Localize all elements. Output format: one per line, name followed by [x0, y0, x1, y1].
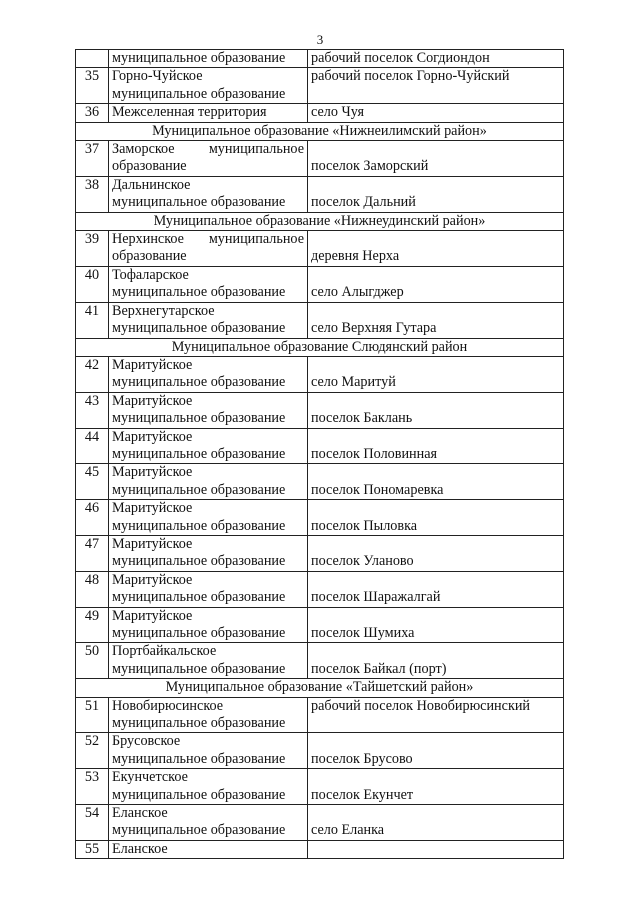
- row-number: 49: [76, 607, 109, 643]
- settlement-name: [308, 840, 564, 858]
- row-number: 40: [76, 266, 109, 302]
- municipality-name-line: муниципальное образование: [112, 517, 286, 534]
- municipality-name-line: муниципальное образование: [112, 589, 286, 606]
- municipality-name-line: муниципальное образование: [112, 625, 286, 641]
- row-number: 42: [76, 356, 109, 392]
- settlements-table: [75, 49, 564, 859]
- municipality-name-line: муниципальное образование: [112, 410, 286, 427]
- table-row: [76, 500, 564, 536]
- municipality-name-line: Нерхинское муниципальное: [112, 231, 304, 248]
- municipality-name: [109, 428, 308, 464]
- settlement-name: село Алыгджер: [308, 266, 564, 302]
- row-number: 35: [76, 68, 109, 104]
- municipality-name: [109, 769, 308, 805]
- section-title: Муниципальное образование «Нижнеудинский район»: [76, 212, 564, 230]
- row-number: 38: [76, 176, 109, 212]
- section-header-row: [76, 212, 564, 230]
- municipality-name-line: муниципальное образование: [112, 660, 286, 677]
- municipality-name-line: муниципальное образование: [112, 320, 286, 337]
- row-number: 39: [76, 231, 109, 267]
- settlement-name: поселок Пономаревка: [308, 464, 564, 500]
- settlement-name: поселок Шумиха: [308, 607, 564, 643]
- row-number: 41: [76, 302, 109, 338]
- row-number: 55: [76, 840, 109, 858]
- settlement-name: поселок Брусово: [308, 733, 564, 769]
- settlement-name: поселок Дальний: [308, 176, 564, 212]
- municipality-name-line: муниципальное образование: [112, 445, 286, 462]
- table-row: [76, 50, 564, 68]
- municipality-name-line: муниципальное образование: [112, 822, 286, 839]
- municipality-name-line: муниципальное образование: [112, 194, 286, 211]
- municipality-name-line: Дальнинское: [112, 176, 191, 193]
- row-number: 54: [76, 805, 109, 841]
- municipality-name: [109, 500, 308, 536]
- municipality-name-line: Заморское муниципальное: [112, 141, 304, 158]
- table-body: [76, 50, 564, 859]
- municipality-name-line: Портбайкальское: [112, 643, 217, 660]
- municipality-name: [109, 176, 308, 212]
- municipality-name-line: муниципальное образование: [112, 750, 286, 767]
- settlement-name: поселок Баклань: [308, 392, 564, 428]
- settlement-name: село Чуя: [308, 104, 564, 122]
- row-number: 51: [76, 697, 109, 733]
- municipality-name-line: Маритуйское: [112, 464, 193, 481]
- page-number: 3: [316, 32, 324, 47]
- municipality-name-line: Маритуйское: [112, 500, 193, 517]
- settlement-name: рабочий поселок Горно-Чуйский: [308, 68, 564, 104]
- table-row: [76, 231, 564, 267]
- municipality-name-line: муниципальное образование: [112, 715, 286, 732]
- municipality-name-line: Тофаларское: [112, 266, 189, 283]
- table-row: [76, 356, 564, 392]
- settlement-name: рабочий поселок Новобирюсинский: [308, 697, 564, 733]
- section-header-row: [76, 338, 564, 356]
- settlement-name: село Верхняя Гутара: [308, 302, 564, 338]
- table-row: [76, 68, 564, 104]
- municipality-name-line: Маритуйское: [112, 607, 193, 624]
- municipality-name-line: муниципальное образование: [112, 553, 286, 570]
- municipality-name-line: муниципальное образование: [112, 85, 286, 102]
- row-number: 36: [76, 104, 109, 122]
- municipality-name-line: образование: [112, 158, 187, 175]
- table-row: [76, 840, 564, 858]
- municipality-name: [109, 104, 308, 122]
- section-header-row: [76, 679, 564, 697]
- settlement-name: поселок Половинная: [308, 428, 564, 464]
- municipality-name-line: Маритуйское: [112, 392, 193, 409]
- municipality-name-line: Маритуйское: [112, 356, 193, 373]
- municipality-name-line: Межселенная территория: [112, 104, 267, 121]
- table-row: [76, 607, 564, 643]
- municipality-name-line: Новобирюсинское: [112, 697, 224, 714]
- municipality-name-line: Еланское: [112, 840, 168, 857]
- municipality-name: [109, 607, 308, 643]
- municipality-name: [109, 733, 308, 769]
- row-number: 37: [76, 141, 109, 177]
- municipality-name-line: Маритуйское: [112, 535, 193, 552]
- table-row: [76, 392, 564, 428]
- table-row: [76, 535, 564, 571]
- municipality-name-line: муниципальное образование: [112, 374, 286, 391]
- table-row: [76, 464, 564, 500]
- table-row: [76, 104, 564, 122]
- municipality-name-line: Маритуйское: [112, 571, 193, 588]
- settlement-name: поселок Пыловка: [308, 500, 564, 536]
- row-number: 52: [76, 733, 109, 769]
- municipality-name-line: муниципальное образование: [112, 50, 286, 66]
- table-row: [76, 805, 564, 841]
- table-row: [76, 571, 564, 607]
- municipality-name-line: Маритуйское: [112, 428, 193, 445]
- table-row: [76, 302, 564, 338]
- municipality-name-line: муниципальное образование: [112, 481, 286, 498]
- settlement-name: село Маритуй: [308, 356, 564, 392]
- municipality-name: [109, 805, 308, 841]
- municipality-name: [109, 302, 308, 338]
- municipality-name-line: Еланское: [112, 805, 168, 822]
- table-row: [76, 769, 564, 805]
- municipality-name: [109, 464, 308, 500]
- section-header-row: [76, 122, 564, 140]
- table-row: [76, 643, 564, 679]
- municipality-name: [109, 535, 308, 571]
- row-number: 50: [76, 643, 109, 679]
- settlement-name: деревня Нерха: [308, 231, 564, 267]
- row-number: [76, 50, 109, 68]
- row-number: 46: [76, 500, 109, 536]
- municipality-name-line: Екунчетское: [112, 769, 188, 786]
- table-row: [76, 141, 564, 177]
- municipality-name-line: муниципальное образование: [112, 786, 286, 803]
- settlement-name: поселок Шаражалгай: [308, 571, 564, 607]
- table-row: [76, 266, 564, 302]
- municipality-name: [109, 392, 308, 428]
- municipality-name: [109, 68, 308, 104]
- settlement-name: поселок Уланово: [308, 535, 564, 571]
- municipality-name: [109, 697, 308, 733]
- municipality-name: [109, 643, 308, 679]
- municipality-name: [109, 356, 308, 392]
- table-row: [76, 176, 564, 212]
- municipality-name: [109, 50, 308, 68]
- table-row: [76, 733, 564, 769]
- section-title: Муниципальное образование «Тайшетский район»: [76, 679, 564, 697]
- municipality-name-line: Брусовское: [112, 733, 181, 750]
- section-title: Муниципальное образование «Нижнеилимский район»: [76, 122, 564, 140]
- row-number: 45: [76, 464, 109, 500]
- municipality-name-line: Верхнегутарское: [112, 302, 215, 319]
- row-number: 43: [76, 392, 109, 428]
- row-number: 53: [76, 769, 109, 805]
- municipality-name: [109, 266, 308, 302]
- municipality-name: [109, 840, 308, 858]
- table-row: [76, 428, 564, 464]
- row-number: 44: [76, 428, 109, 464]
- municipality-name: [109, 571, 308, 607]
- row-number: 47: [76, 535, 109, 571]
- table-row: [76, 697, 564, 733]
- settlement-name: поселок Байкал (порт): [308, 643, 564, 679]
- municipality-name: [109, 141, 308, 177]
- municipality-name-line: образование: [112, 248, 187, 265]
- settlement-name: село Еланка: [308, 805, 564, 841]
- section-title: Муниципальное образование Слюдянский район: [76, 338, 564, 356]
- municipality-name-line: муниципальное образование: [112, 284, 286, 301]
- settlement-name: рабочий поселок Согдиондон: [308, 50, 564, 68]
- row-number: 48: [76, 571, 109, 607]
- settlement-name: поселок Заморский: [308, 141, 564, 177]
- municipality-name-line: Горно-Чуйское: [112, 68, 203, 85]
- settlement-name: поселок Екунчет: [308, 769, 564, 805]
- municipality-name: [109, 231, 308, 267]
